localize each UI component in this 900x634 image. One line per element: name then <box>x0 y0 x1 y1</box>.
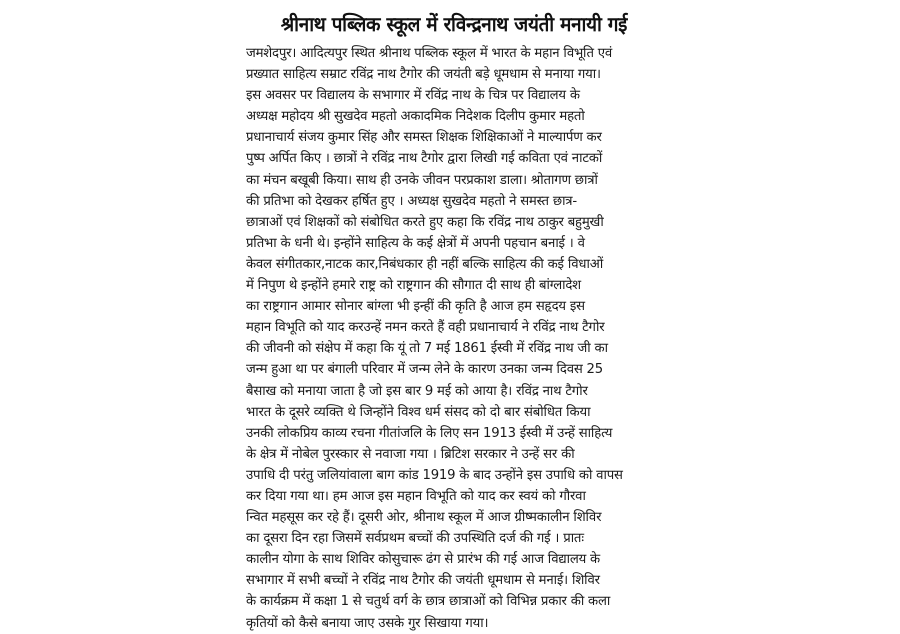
article-line: न्वित महसूस कर रहे हैं। दूसरी ओर, श्रीनाथ स्कूल में आज ग्रीष्मकालीन शिविर <box>246 510 602 526</box>
news-clipping <box>244 6 664 631</box>
article-line: उनकी लोकप्रिय काव्य रचना गीतांजलि के लिए सन 1913 ईस्वी में उन्हें साहित्य <box>246 425 613 441</box>
article-line: अध्यक्ष महोदय श्री सुखदेव महतो अकादमिक निदेशक दिलीप कुमार महतो <box>246 109 585 125</box>
article-line: केवल संगीतकार,नाटक कार,निबंधकार ही नहीं बल्कि साहित्य की कई विधाओं <box>246 256 603 272</box>
article-line: पुष्प अर्पित किए । छात्रों ने रविंद्र नाथ टैगोर द्वारा लिखी गई कविता एवं नाटकों <box>246 151 603 167</box>
article-line: का दूसरा दिन रहा जिसमें सर्वप्रथम बच्चों की उपस्थिति दर्ज की गई । प्रातः <box>246 531 584 547</box>
article-line: की प्रतिभा को देखकर हर्षित हुए । अध्यक्ष सुखदेव महतो ने समस्त छात्र- <box>246 193 577 209</box>
article-line: कृतियों को कैसे बनाया जाए उसके गुर सिखाया गया। <box>246 615 489 631</box>
headline: श्रीनाथ पब्लिक स्कूल में रविन्द्रनाथ जयंती मनायी गई <box>280 11 628 36</box>
article-line: उपाधि दी परंतु जलियांवाला बाग कांड 1919 के बाद उन्होंने इस उपाधि को वापस <box>246 467 623 483</box>
article-line: कालीन योगा के साथ शिविर कोसुचारू ढंग से प्रारंभ की गई आज विद्यालय के <box>246 552 600 568</box>
article-line: बैसाख को मनाया जाता है जो इस बार 9 मई को आया है। रविंद्र नाथ टैगोर <box>246 383 588 399</box>
article-line: का राष्ट्रगान आमार सोनार बांग्ला भी इन्हीं की कृति है आज हम सहृदय इस <box>246 299 585 315</box>
article-line: के कार्यक्रम में कक्षा 1 से चतुर्थ वर्ग के छात्र छात्राओं को विभिन्न प्रकार की कला <box>246 594 611 610</box>
article-body <box>246 43 662 634</box>
article-line: इस अवसर पर विद्यालय के सभागार में रविंद्र नाथ के चित्र पर विद्यालय के <box>246 88 580 104</box>
article-line: प्रख्यात साहित्य सम्राट रविंद्र नाथ टैगोर की जयंती बड़े धूमधाम से मनाया गया। <box>246 67 601 83</box>
article-line: कर दिया गया था। हम आज इस महान विभूति को याद कर स्वयं को गौरवा <box>246 488 586 504</box>
article-line: की जीवनी को संक्षेप में कहा कि यूं तो 7 मई 1861 ईस्वी में रविंद्र नाथ जी का <box>246 341 608 357</box>
article-line: छात्राओं एवं शिक्षकों को संबोधित करते हुए कहा कि रविंद्र नाथ ठाकुर बहुमुखी <box>246 214 604 230</box>
article-line: महान विभूति को याद करउन्हें नमन करते हैं वही प्रधानाचार्य ने रविंद्र नाथ टैगोर <box>246 320 605 336</box>
article-line: के क्षेत्र में नोबेल पुरस्कार से नवाजा गया । ब्रिटिश सरकार ने उन्हें सर की <box>246 446 575 462</box>
article-line: जमशेदपुर। आदित्यपुर स्थित श्रीनाथ पब्लिक स्कूल में भारत के महान विभूति एवं <box>246 46 612 61</box>
article-line: में निपुण थे इन्होंने हमारे राष्ट्र को राष्ट्रगान की सौगात दी साथ ही बांग्लादेश <box>246 278 581 294</box>
article-line: सभागार में सभी बच्चों ने रविंद्र नाथ टैगोर की जयंती धूमधाम से मनाई। शिविर <box>246 573 600 589</box>
article-line: प्रतिभा के धनी थे। इन्होंने साहित्य के कई क्षेत्रों में अपनी पहचान बनाई । वे <box>246 235 585 251</box>
article-line: का मंचन बखूबी किया। साथ ही उनके जीवन परप्रकाश डाला। श्रोतागण छात्रों <box>246 172 598 188</box>
article-line: प्रधानाचार्य संजय कुमार सिंह और समस्त शिक्षक शिक्षिकाओं ने माल्यार्पण कर <box>246 130 602 146</box>
article-line: जन्म हुआ था पर बंगाली परिवार में जन्म लेने के कारण उनका जन्म दिवस 25 <box>246 362 603 378</box>
article-line: भारत के दूसरे व्यक्ति थे जिन्होंने विश्व धर्म संसद को दो बार संबोधित किया <box>246 404 591 420</box>
